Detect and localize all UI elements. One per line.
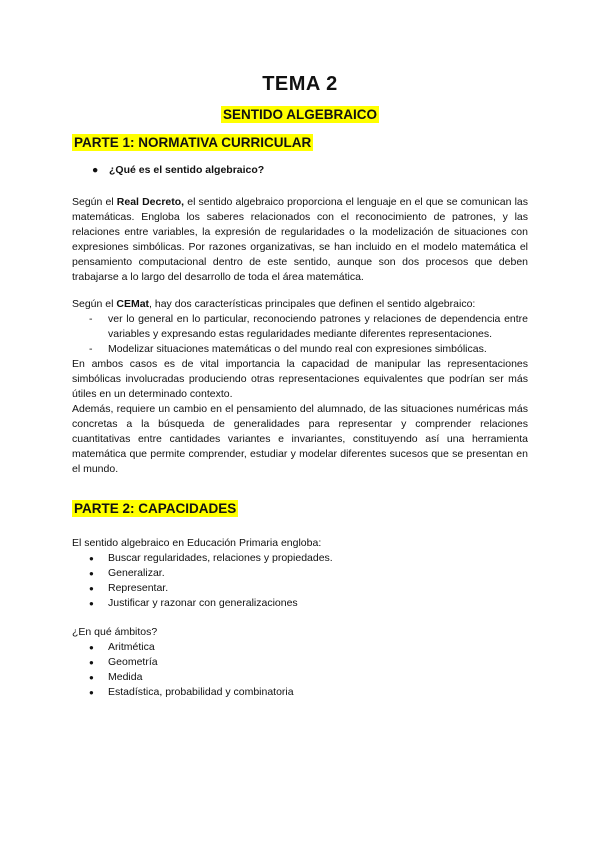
- part2-heading-text: PARTE 2: CAPACIDADES: [74, 501, 237, 516]
- page-title: TEMA 2: [262, 73, 338, 95]
- list-item-text: Medida: [108, 671, 143, 683]
- para2-bold: CEMat: [116, 298, 150, 310]
- dash-marker: -: [89, 313, 93, 325]
- capacities-list: [72, 551, 528, 611]
- dash-marker: -: [89, 343, 93, 355]
- bullet-icon: ●: [89, 673, 94, 682]
- list-item-text: Aritmética: [108, 641, 155, 653]
- para1-bold: Real Decreto,: [116, 196, 185, 208]
- list-item-text: Estadística, probabilidad y combinatoria: [108, 686, 294, 698]
- list-item-text: ver lo general en lo particular, reconociendo patrones y relaciones de dependencia entre variables y expresando estas regularidades mediante diferentes representaciones.: [108, 313, 528, 340]
- paragraph-representations: En ambos casos es de vital importancia la capacidad de manipular las representaciones simbólicas involucradas produciendo otras representaciones equivalentes que podrían ser más útiles en un determinado contexto.: [72, 358, 528, 400]
- paragraph-real-decreto: [72, 195, 528, 285]
- list-item-text: Buscar regularidades, relaciones y propiedades.: [108, 552, 333, 564]
- part1-heading-text: PARTE 1: NORMATIVA CURRICULAR: [74, 135, 312, 150]
- paragraph-cemat: [72, 297, 528, 312]
- list-item: [72, 640, 528, 655]
- bullet-icon: ●: [89, 688, 94, 697]
- list-item: [72, 342, 528, 357]
- areas-section: [72, 625, 528, 700]
- bullet-icon: ●: [89, 643, 94, 652]
- list-item: [72, 312, 528, 342]
- bullet-icon: ●: [89, 658, 94, 667]
- page-subtitle: [0, 98, 600, 126]
- part2-heading: [72, 501, 238, 516]
- capacities-section: [72, 536, 528, 611]
- list-item: [72, 566, 528, 581]
- list-item: [72, 685, 528, 700]
- bullet-icon: ●: [89, 554, 94, 563]
- bullet-icon: ●: [89, 569, 94, 578]
- subtitle-highlight: SENTIDO ALGEBRAICO: [222, 107, 377, 122]
- list-item-text: Modelizar situaciones matemáticas o del mundo real con expresiones simbólicas.: [108, 343, 487, 355]
- para1-rest: el sentido algebraico proporciona el lenguaje en el que se comunican las matemáticas. Engloba los saberes relacionados con el reconocimiento de patrones, y las relaciones entre variables, la expresión de regularidades o la modelización de situaciones con expresiones simbólicas. Por razones organizativas, se han incluido en el modelo matemática el pensamiento computacional dentro de este sentido, aunque son dos procesos que deben trabajarse a lo largo del desarrollo de toda el área matemática.: [72, 196, 528, 283]
- bullet-icon: ●: [89, 599, 94, 608]
- list-item: [72, 670, 528, 685]
- list-item: [72, 655, 528, 670]
- para1-lead: Según el: [72, 196, 117, 208]
- cemat-section: [72, 297, 528, 477]
- part1-heading: [72, 135, 313, 150]
- list-item: [72, 551, 528, 566]
- list-item-text: Generalizar.: [108, 567, 165, 579]
- question-text: ¿Qué es el sentido algebraico?: [109, 164, 265, 176]
- para2-rest: , hay dos características principales que definen el sentido algebraico:: [149, 298, 476, 310]
- characteristics-list: [72, 312, 528, 357]
- list-item-text: Justificar y razonar con generalizaciones: [108, 597, 298, 609]
- list-item-text: Geometría: [108, 656, 158, 668]
- bullet-icon: ●: [89, 584, 94, 593]
- bullet-icon: ●: [92, 164, 99, 176]
- areas-question: ¿En qué ámbitos?: [72, 626, 158, 638]
- paragraph-thinking-change: Además, requiere un cambio en el pensamiento del alumnado, de las situaciones numéricas más concretas a la búsqueda de generalidades para representar y comprender relaciones cuantitativas entre cantidades variantes e invariantes, constituyendo así una herramienta matemática que permite comprender, estudiar y modelar diferentes sucesos que se presentan en el mundo.: [72, 403, 528, 475]
- para2-lead: Según el: [72, 298, 117, 310]
- capacities-intro: El sentido algebraico en Educación Primaria engloba:: [72, 537, 322, 549]
- list-item: [72, 581, 528, 596]
- areas-list: [72, 640, 528, 700]
- list-item: [72, 596, 528, 611]
- list-item-text: Representar.: [108, 582, 169, 594]
- question-bullet: [92, 164, 264, 176]
